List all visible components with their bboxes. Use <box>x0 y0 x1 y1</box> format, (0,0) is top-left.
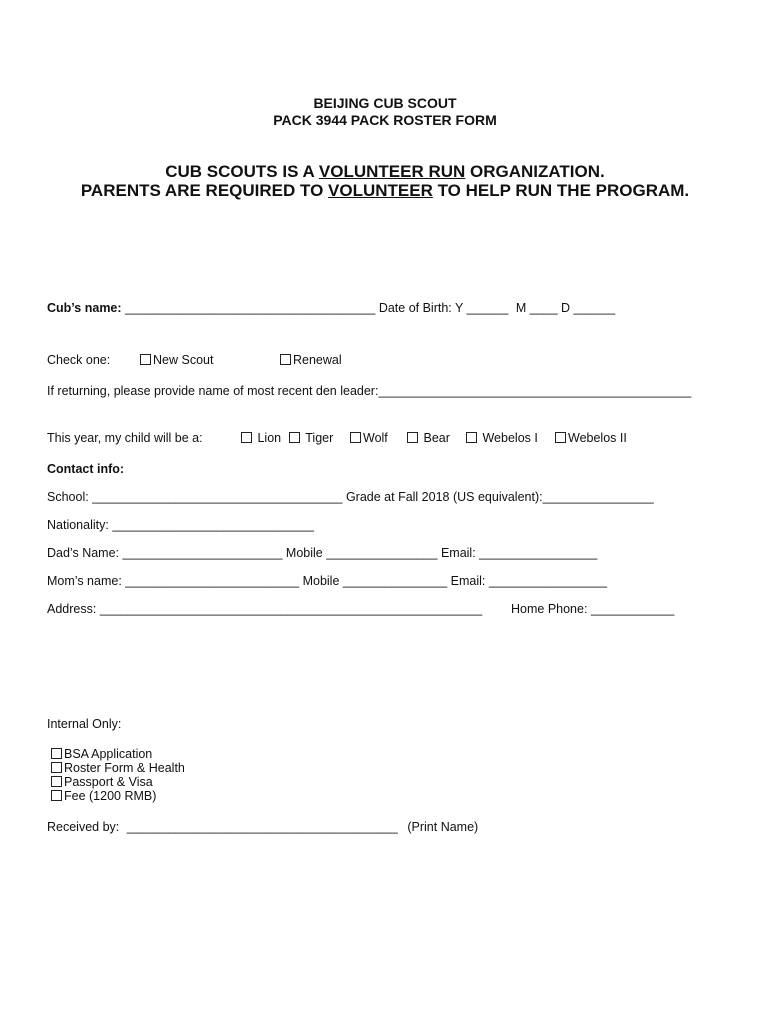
new-scout-checkbox[interactable] <box>140 354 151 365</box>
form-title: PACK 3944 PACK ROSTER FORM <box>273 112 497 128</box>
school-label: School: <box>47 490 89 504</box>
rank-wolf-checkbox[interactable] <box>350 432 361 443</box>
contact-info-heading: Contact info: <box>47 462 125 476</box>
dob-day-label: D <box>561 301 571 315</box>
dob-year-field[interactable]: ______ <box>466 301 509 315</box>
rank-webelos-1-checkbox[interactable] <box>466 432 477 443</box>
dad-email-label: Email: <box>440 546 476 560</box>
renewal-checkbox[interactable] <box>280 354 291 365</box>
new-scout-option[interactable]: New Scout <box>140 353 213 367</box>
volunteer-notice-line1: CUB SCOUTS IS A VOLUNTEER RUN ORGANIZATION. <box>165 162 605 181</box>
dob-month-label: M <box>515 301 527 315</box>
rank-webelos-2-checkbox[interactable] <box>555 432 566 443</box>
rank-lion[interactable]: Lion <box>241 431 281 445</box>
cub-name-field[interactable]: ____________________________________ <box>125 301 376 315</box>
rank-tiger[interactable]: Tiger <box>289 431 333 445</box>
address-label: Address: <box>47 602 97 616</box>
dad-email-field[interactable]: _________________ <box>479 546 598 560</box>
internal-item[interactable]: Roster Form & Health <box>51 761 185 775</box>
home-phone-label: Home Phone: <box>511 602 588 616</box>
nationality-row <box>47 518 314 532</box>
rank-wolf[interactable]: Wolf <box>350 431 388 445</box>
internal-item[interactable]: BSA Application <box>51 747 152 761</box>
cub-name-row <box>47 301 615 315</box>
returning-row <box>47 384 691 398</box>
mom-mobile-label: Mobile <box>302 574 340 588</box>
dob-label: Date of Birth: Y <box>378 301 464 315</box>
internal-item[interactable]: Fee (1200 RMB) <box>51 789 156 803</box>
fee-checkbox[interactable] <box>51 790 62 801</box>
home-phone-field[interactable]: ____________ <box>590 602 675 616</box>
form-org-title: BEIJING CUB SCOUT <box>313 95 457 111</box>
home-phone-row <box>511 602 674 616</box>
returning-label: If returning, please provide name of most recent den leader: <box>47 384 379 398</box>
den-leader-field[interactable]: _____________________________________________ <box>378 384 692 398</box>
rank-label: This year, my child will be a: <box>47 431 203 445</box>
dad-mobile-field[interactable]: ________________ <box>326 546 438 560</box>
mom-name-field[interactable]: _________________________ <box>125 574 300 588</box>
mom-email-label: Email: <box>450 574 486 588</box>
rank-bear[interactable]: Bear <box>407 431 450 445</box>
grade-field[interactable]: ________________ <box>542 490 654 504</box>
dad-mobile-label: Mobile <box>285 546 323 560</box>
renewal-option[interactable]: Renewal <box>280 353 342 367</box>
internal-item[interactable]: Passport & Visa <box>51 775 153 789</box>
volunteer-notice-line2: PARENTS ARE REQUIRED TO VOLUNTEER TO HELP RUN THE PROGRAM. <box>80 181 690 200</box>
nationality-field[interactable]: _____________________________ <box>112 518 314 532</box>
rank-webelos-1[interactable]: Webelos I <box>466 431 538 445</box>
mom-row <box>47 574 607 588</box>
received-by-field[interactable]: _______________________________________ <box>126 820 398 834</box>
mom-name-label: Mom’s name: <box>47 574 122 588</box>
mom-mobile-field[interactable]: _______________ <box>342 574 448 588</box>
dad-name-label: Dad’s Name: <box>47 546 120 560</box>
passport-visa-checkbox[interactable] <box>51 776 62 787</box>
check-one-label: Check one: <box>47 353 111 367</box>
mom-email-field[interactable]: _________________ <box>488 574 608 588</box>
received-by-label: Received by: <box>47 820 120 834</box>
dob-day-field[interactable]: ______ <box>573 301 616 315</box>
internal-only-heading: Internal Only: <box>47 717 122 731</box>
dad-name-field[interactable]: _______________________ <box>122 546 283 560</box>
school-field[interactable]: ____________________________________ <box>92 490 343 504</box>
school-row <box>47 490 654 504</box>
dad-row <box>47 546 597 560</box>
rank-tiger-checkbox[interactable] <box>289 432 300 443</box>
roster-form-checkbox[interactable] <box>51 762 62 773</box>
rank-bear-checkbox[interactable] <box>407 432 418 443</box>
received-by-row <box>47 820 478 834</box>
grade-label: Grade at Fall 2018 (US equivalent): <box>345 490 543 504</box>
rank-webelos-2[interactable]: Webelos II <box>555 431 627 445</box>
cub-name-label: Cub’s name: <box>47 301 122 315</box>
rank-lion-checkbox[interactable] <box>241 432 252 443</box>
bsa-application-checkbox[interactable] <box>51 748 62 759</box>
address-row <box>47 602 482 616</box>
nationality-label: Nationality: <box>47 518 109 532</box>
dob-month-field[interactable]: ____ <box>529 301 558 315</box>
address-field[interactable]: _______________________________________________________ <box>99 602 483 616</box>
print-name-note: (Print Name) <box>407 820 479 834</box>
